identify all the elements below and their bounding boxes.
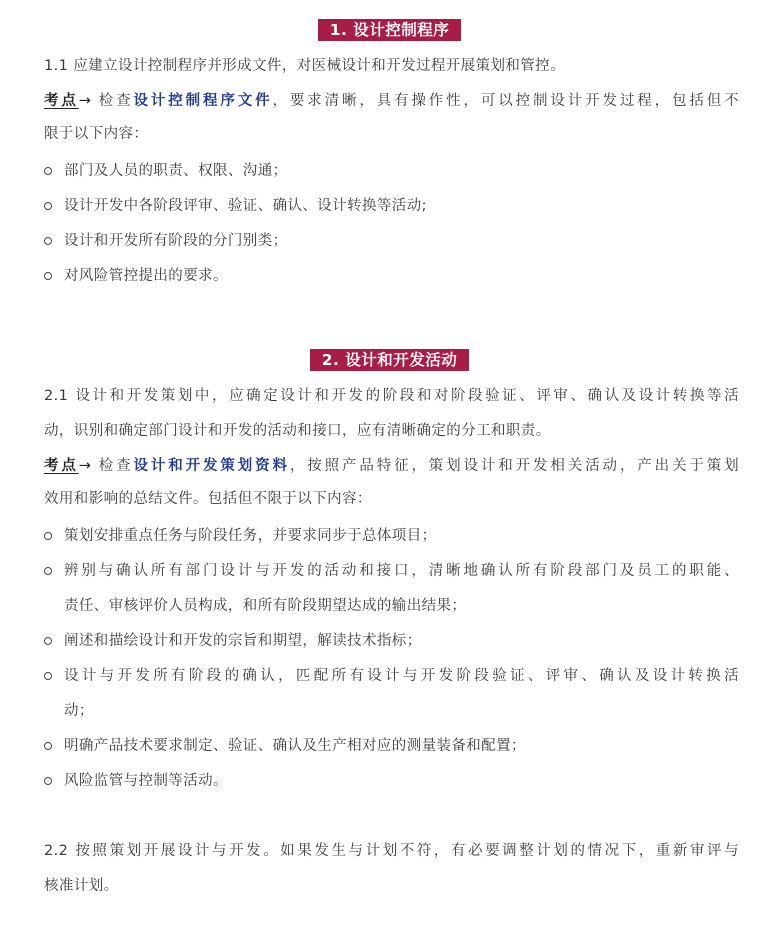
arrow-icon: → — [78, 458, 92, 474]
clause-2-2-line1: 2.2 按照策划开展设计与开发。如果发生与计划不符，有必要调整计划的情况下，重新审评与 — [44, 843, 739, 859]
list-item: 风险监管与控制等活动。 — [64, 773, 228, 789]
list-item-continuation: 动； — [64, 703, 94, 719]
clause-2-2-line2: 核准计划。 — [44, 878, 119, 894]
list-item: 设计开发中各阶段评审、验证、确认、设计转换等活动; — [64, 198, 427, 214]
section-1-heading: 1. 设计控制程序 — [318, 19, 462, 41]
check-doc-highlight: 设计和开发策划资料 — [133, 458, 290, 474]
list-item-continuation: 责任、审核评价人员构成，和所有阶段期望达成的输出结果； — [64, 598, 467, 614]
list-item: 设计与开发所有阶段的确认，匹配所有设计与开发阶段验证、评审、确认及设计转换活 — [64, 668, 739, 684]
bullet-circle-icon — [44, 637, 52, 645]
list-item: 辨别与确认所有部门设计与开发的活动和接口，清晰地确认所有阶段部门及员工的职能、 — [64, 563, 739, 579]
bullet-circle-icon — [44, 567, 52, 575]
clause-1-1: 1.1 应建立设计控制程序并形成文件，对医械设计和开发过程开展策划和管控。 — [44, 58, 565, 74]
list-item: 部门及人员的职责、权限、沟通； — [64, 163, 288, 179]
check-suffix: ，要求清晰，具有操作性，可以控制设计开发过程，包括但不 — [272, 93, 739, 109]
bullet-circle-icon — [44, 742, 52, 750]
bullet-circle-icon — [44, 272, 52, 280]
kaodian-2-line1 — [44, 456, 739, 476]
bullet-circle-icon — [44, 202, 52, 210]
clause-2-1-line2: 动，识别和确定部门设计和开发的活动和接口，应有清晰确定的分工和职责。 — [44, 423, 551, 439]
list-item: 明确产品技术要求制定、验证、确认及生产相对应的测量装备和配置； — [64, 738, 526, 754]
kaodian-label: 考点 — [44, 458, 79, 474]
check-prefix: 检查 — [91, 458, 134, 474]
list-item: 设计和开发所有阶段的分门别类； — [64, 233, 288, 249]
kaodian-1-line2: 限于以下内容： — [44, 126, 149, 142]
bullet-circle-icon — [44, 672, 52, 680]
list-item: 对风险管控提出的要求。 — [64, 268, 228, 284]
kaodian-1-line1 — [44, 91, 739, 111]
section-1-heading-wrap — [0, 19, 779, 41]
bullet-circle-icon — [44, 532, 52, 540]
bullet-circle-icon — [44, 237, 52, 245]
section-2-heading: 2. 设计和开发活动 — [310, 349, 470, 371]
check-prefix: 检查 — [91, 93, 134, 109]
bullet-circle-icon — [44, 167, 52, 175]
arrow-icon: → — [78, 93, 92, 109]
section-2-heading-wrap — [0, 349, 779, 371]
bullet-circle-icon — [44, 777, 52, 785]
check-suffix: ，按照产品特征，策划设计和开发相关活动，产出关于策划 — [289, 458, 739, 474]
kaodian-label: 考点 — [44, 93, 79, 109]
list-item: 阐述和描绘设计和开发的宗旨和期望，解读技术指标； — [64, 633, 422, 649]
clause-2-1-line1: 2.1 设计和开发策划中，应确定设计和开发的阶段和对阶段验证、评审、确认及设计转换等活 — [44, 388, 739, 404]
list-item: 策划安排重点任务与阶段任务，并要求同步于总体项目； — [64, 528, 437, 544]
kaodian-2-line2: 效用和影响的总结文件。包括但不限于以下内容： — [44, 491, 372, 507]
check-doc-highlight: 设计控制程序文件 — [133, 93, 273, 109]
